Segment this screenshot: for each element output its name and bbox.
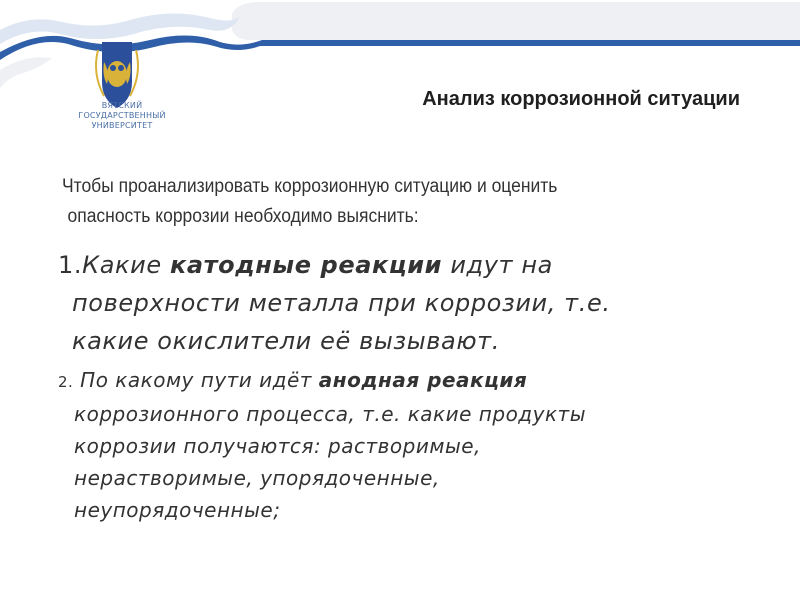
list-item-2-bold: анодная реакция xyxy=(318,368,528,392)
list-item-1-pre: Какие xyxy=(82,251,170,279)
university-name xyxy=(62,101,182,131)
list-item-2-line3: коррозии получаются: растворимые, xyxy=(74,434,481,458)
list-item-1-post: идут на xyxy=(442,251,553,279)
intro-paragraph xyxy=(62,172,688,232)
list-item-2-line4: нерастворимые, упорядоченные, xyxy=(74,466,440,490)
list-item-1-line2: поверхности металла при коррозии, т.е. xyxy=(72,289,611,317)
list-item-2-line5: неупорядоченные; xyxy=(74,498,281,522)
list-item-2-pre: По какому пути идёт xyxy=(73,368,319,392)
list-item-2-line2: коррозионного процесса, т.е. какие продукты xyxy=(74,402,586,426)
list-item-1 xyxy=(58,246,758,360)
list-item-1-bold: катодные реакции xyxy=(169,251,443,279)
university-name-line1: ВЯТСКИЙ xyxy=(101,101,143,110)
university-name-line2: ГОСУДАРСТВЕННЫЙ xyxy=(78,111,166,120)
list-item-1-number: 1. xyxy=(58,251,83,279)
list-item-2 xyxy=(58,364,758,526)
slide-title: Анализ коррозионной ситуации xyxy=(422,88,740,110)
list-item-2-number: 2. xyxy=(58,373,74,391)
list-item-1-line3: какие окислители её вызывают. xyxy=(72,327,500,355)
intro-line2: опасность коррозии необходимо выяснить: xyxy=(67,206,419,227)
university-name-line3: УНИВЕРСИТЕТ xyxy=(91,121,153,130)
intro-line1: Чтобы проанализировать коррозионную ситуацию и оценить xyxy=(62,176,558,197)
